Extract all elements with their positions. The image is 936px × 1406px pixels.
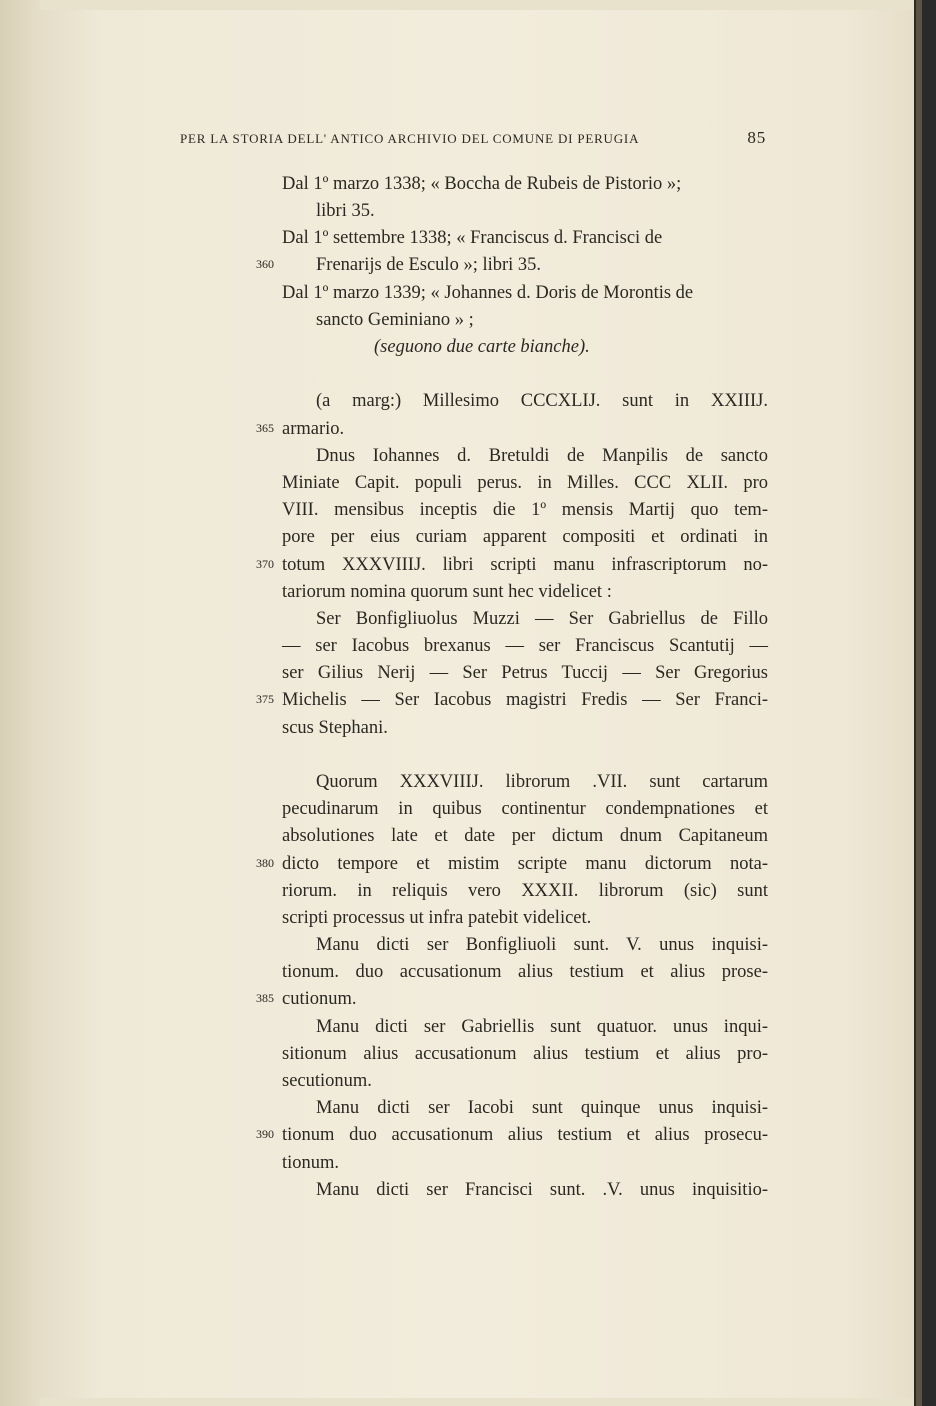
text-line: (seguono due carte bianche).	[374, 337, 590, 357]
text-line: armario.	[282, 419, 345, 439]
line-number: 385	[256, 991, 274, 1005]
text-line: — ser Iacobus brexanus — ser Franciscus Scantutij —	[282, 636, 768, 656]
text-line: libri 35.	[316, 201, 375, 221]
text-line: ser Gilius Nerij — Ser Petrus Tuccij — Ser Gregorius	[282, 663, 768, 683]
line-number: 380	[256, 856, 274, 870]
text-line: tionum.	[282, 1153, 340, 1173]
text-line: Miniate Capit. populi perus. in Milles. CCC XLII. pro	[282, 473, 768, 493]
text-line: dicto tempore et mistim scripte manu dictorum nota-	[282, 854, 768, 874]
text-line: riorum. in reliquis vero XXXII. librorum (sic) sunt	[282, 881, 768, 901]
line-number: 390	[256, 1127, 274, 1141]
text-line: Michelis — Ser Iacobus magistri Fredis — Ser Franci-	[282, 690, 768, 710]
text-line: Manu dicti ser Bonfigliuoli sunt. V. unus inquisi-	[316, 935, 768, 955]
text-line: Manu dicti ser Iacobi sunt quinque unus inquisi-	[316, 1098, 768, 1118]
text-line: pecudinarum in quibus continentur condempnationes et	[282, 799, 768, 819]
line-number: 365	[256, 421, 274, 435]
text-line: sancto Geminiano » ;	[316, 310, 474, 330]
line-number: 370	[256, 557, 274, 571]
text-line: totum XXXVIIIJ. libri scripti manu infrascriptorum no-	[282, 555, 768, 575]
text-line: tariorum nomina quorum sunt hec videlicet :	[282, 582, 612, 602]
text-line: pore per eius curiam apparent compositi et ordinati in	[282, 527, 768, 547]
text-line: Frenarijs de Esculo »; libri 35.	[316, 255, 542, 275]
text-line: sitionum alius accusationum alius testium et alius pro-	[282, 1044, 768, 1064]
text-line: cutionum.	[282, 989, 357, 1009]
text-line: VIII. mensibus inceptis die 1º mensis Martij quo tem-	[282, 500, 768, 520]
text-line: tionum duo accusationum alius testium et alius prosecu-	[282, 1125, 768, 1145]
text-line: (a marg:) Millesimo CCCXLIJ. sunt in XXIIIJ.	[316, 391, 768, 411]
page-number: 85	[747, 128, 766, 147]
line-number: 375	[256, 692, 274, 706]
line-number: 360	[256, 257, 274, 271]
text-line: Manu dicti ser Francisci sunt. .V. unus inquisitio-	[316, 1180, 768, 1200]
text-line: Manu dicti ser Gabriellis sunt quatuor. unus inqui-	[316, 1017, 768, 1037]
text-line: Dal 1º marzo 1339; « Johannes d. Doris de Morontis de	[282, 283, 694, 303]
text-line: tionum. duo accusationum alius testium et alius prose-	[282, 962, 768, 982]
scan-edge	[914, 0, 936, 1406]
text-line: scripti processus ut infra patebit videlicet.	[282, 908, 592, 928]
text-line: Dal 1º settembre 1338; « Franciscus d. Francisci de	[282, 228, 663, 248]
text-line: Ser Bonfigliuolus Muzzi — Ser Gabriellus de Fillo	[316, 609, 768, 629]
text-line: Quorum XXXVIIIJ. librorum .VII. sunt cartarum	[316, 772, 768, 792]
text-line: Dal 1º marzo 1338; « Boccha de Rubeis de Pistorio »;	[282, 174, 682, 194]
text-line: absolutiones late et date per dictum dnum Capitaneum	[282, 826, 768, 846]
text-line: Dnus Iohannes d. Bretuldi de Manpilis de sancto	[316, 446, 768, 466]
text-line: secutionum.	[282, 1071, 372, 1091]
text-line: scus Stephani.	[282, 718, 388, 738]
running-title: PER LA STORIA DELL' ANTICO ARCHIVIO DEL COMUNE DI PERUGIA	[180, 131, 640, 146]
